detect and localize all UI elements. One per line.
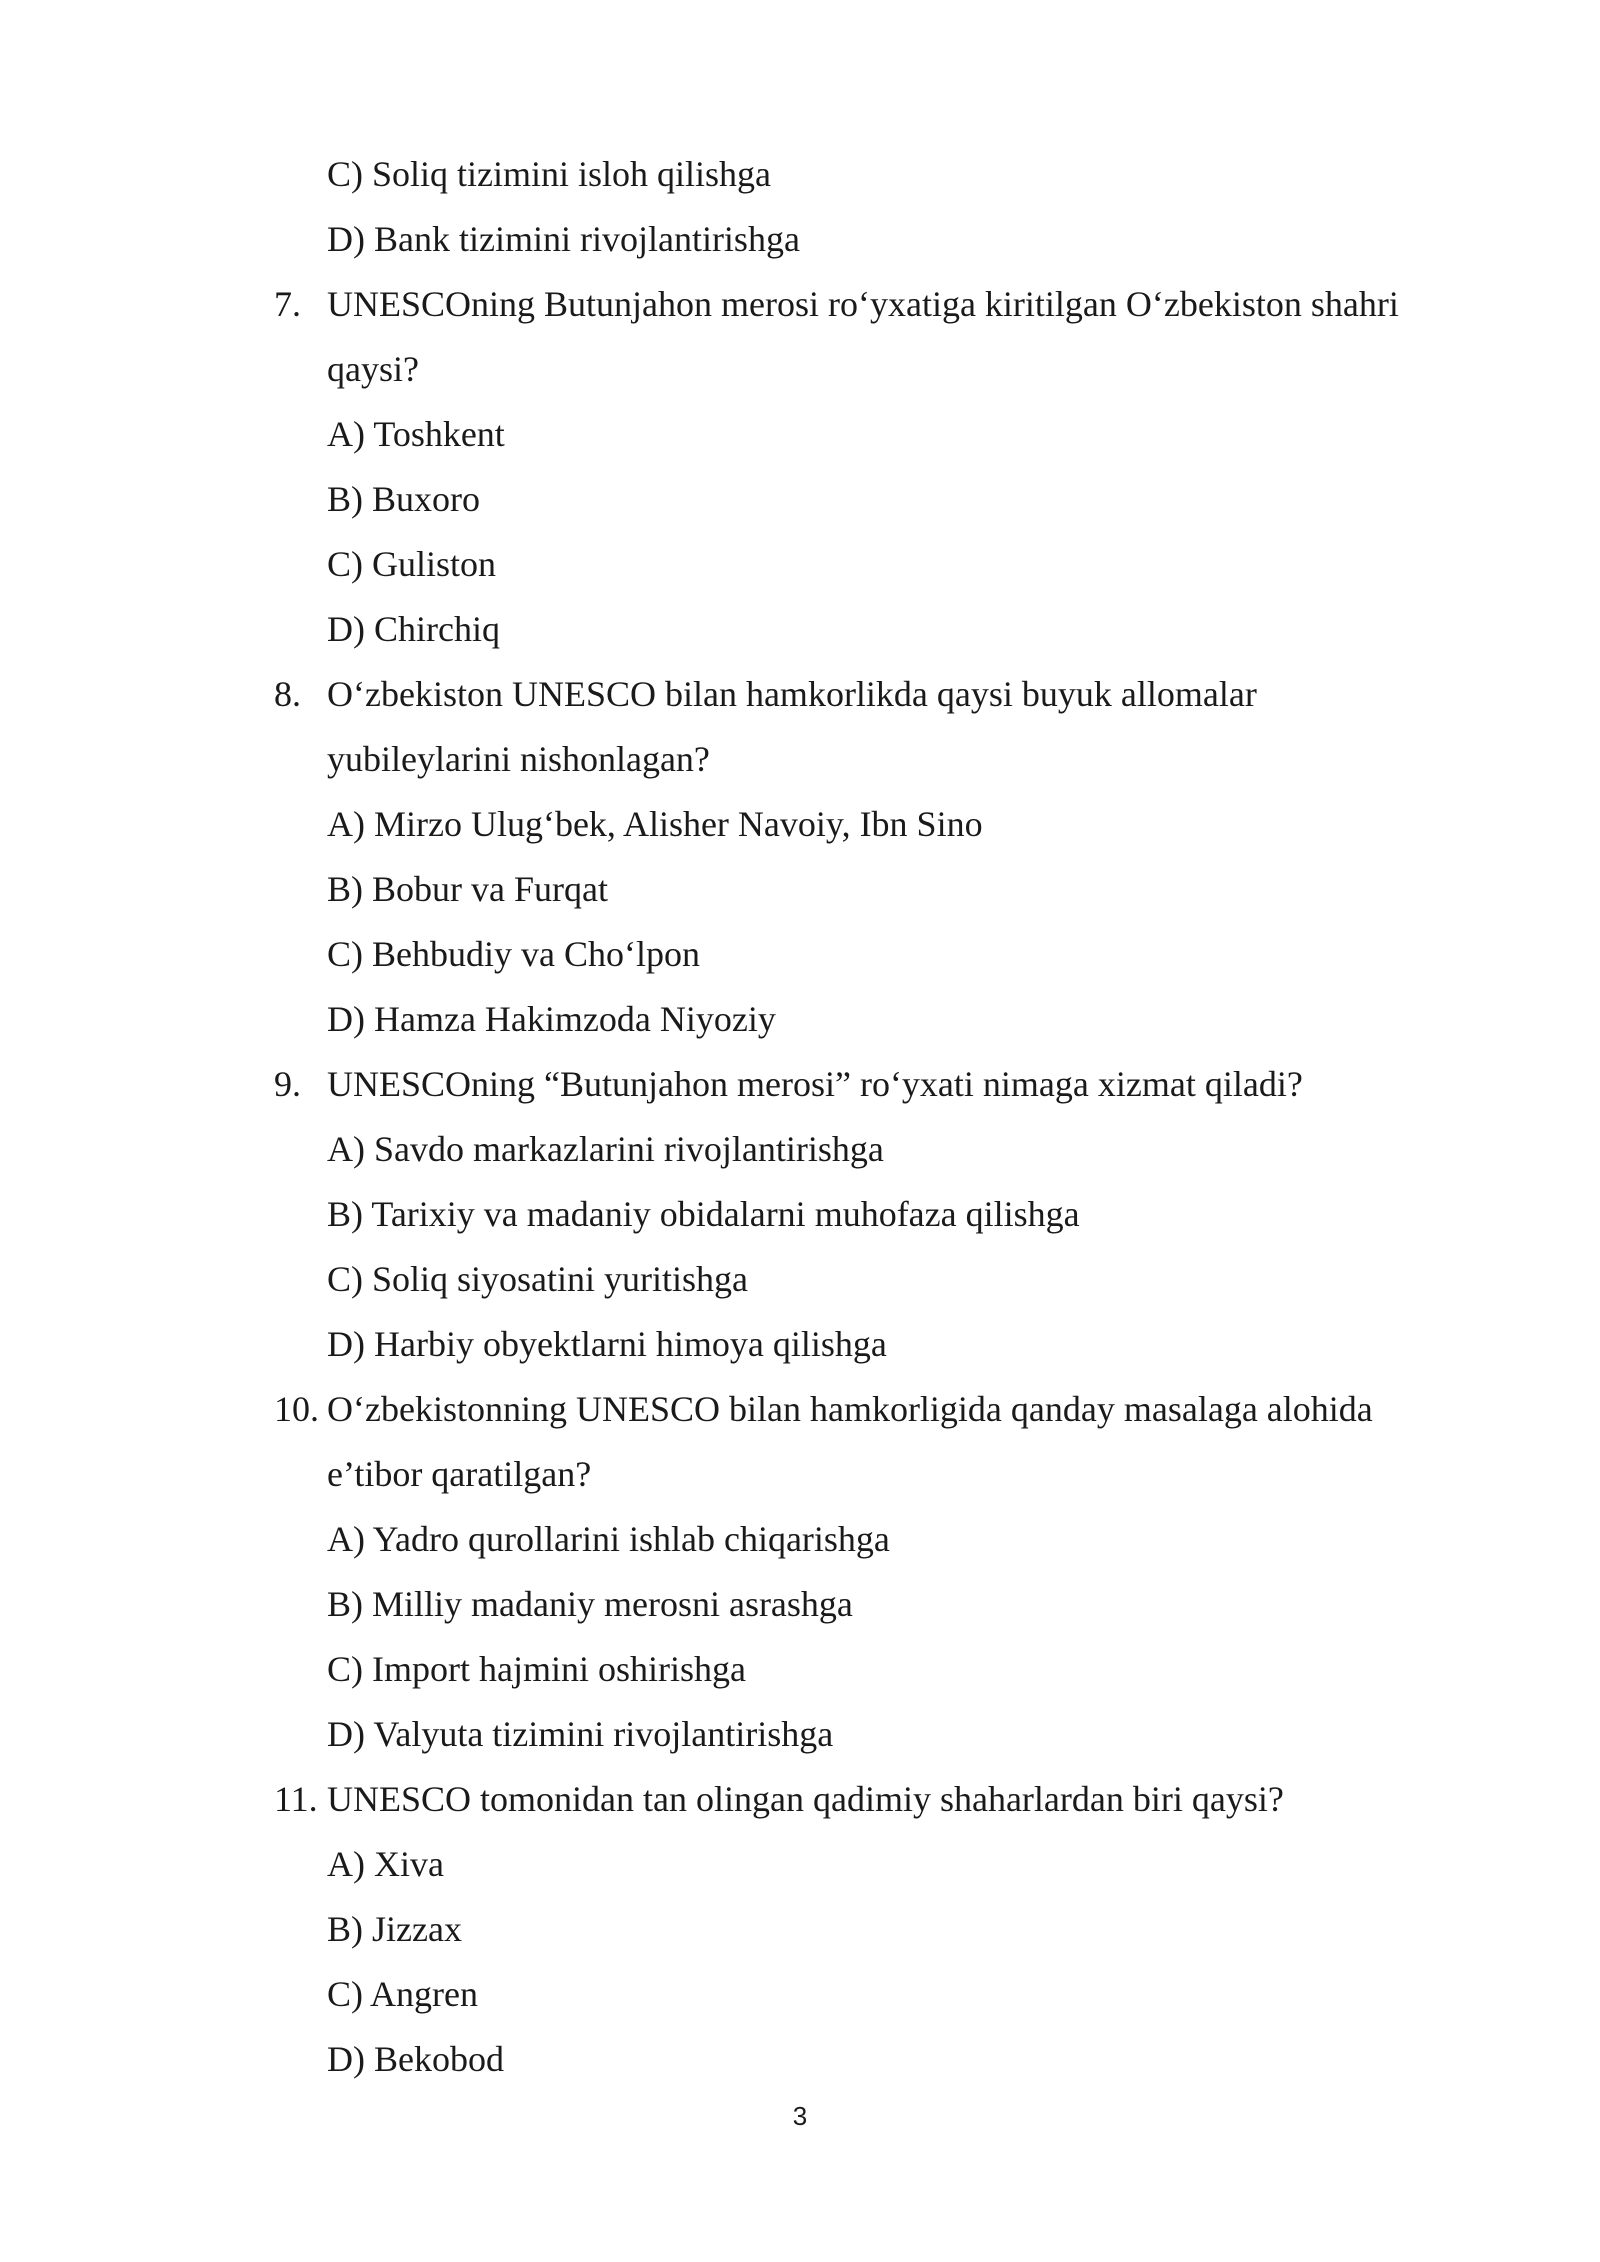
option-c: C) Soliq tizimini isloh qilishga [327, 154, 772, 194]
option-c: C) Guliston [327, 544, 497, 584]
option-c: C) Angren [327, 1974, 478, 2014]
option-c: C) Behbudiy va Cho‘lpon [327, 934, 700, 974]
question-text: UNESCOning Butunjahon merosi ro‘yxatiga kiritilgan O‘zbekiston shahri [327, 284, 1399, 324]
question-number: 7. [274, 284, 301, 324]
option-b: B) Tarixiy va madaniy obidalarni muhofaza qilishga [327, 1194, 1080, 1234]
question-text: yubileylarini nishonlagan? [327, 739, 710, 779]
option-a: A) Toshkent [327, 414, 505, 454]
page-number: 3 [792, 2101, 808, 2131]
question-text: O‘zbekistonning UNESCO bilan hamkorligida qanday masalaga alohida [327, 1389, 1373, 1429]
option-a: A) Yadro qurollarini ishlab chiqarishga [327, 1519, 890, 1559]
question-number: 10. [274, 1389, 319, 1429]
question-number: 9. [274, 1064, 301, 1104]
option-a: A) Mirzo Ulug‘bek, Alisher Navoiy, Ibn Sino [327, 804, 983, 844]
option-a: A) Xiva [327, 1844, 444, 1884]
question-text: e’tibor qaratilgan? [327, 1454, 592, 1494]
option-b: B) Buxoro [327, 479, 480, 519]
option-b: B) Bobur va Furqat [327, 869, 608, 909]
option-d: D) Hamza Hakimzoda Niyoziy [327, 999, 776, 1039]
question-text: qaysi? [327, 349, 419, 389]
question-number: 8. [274, 674, 301, 714]
option-d: D) Harbiy obyektlarni himoya qilishga [327, 1324, 887, 1364]
question-text: UNESCOning “Butunjahon merosi” ro‘yxati nimaga xizmat qiladi? [327, 1064, 1303, 1104]
option-d: D) Bekobod [327, 2039, 504, 2079]
option-c: C) Import hajmini oshirishga [327, 1649, 746, 1689]
question-text: UNESCO tomonidan tan olingan qadimiy shaharlardan biri qaysi? [327, 1779, 1284, 1819]
question-text: O‘zbekiston UNESCO bilan hamkorlikda qaysi buyuk allomalar [327, 674, 1257, 714]
option-b: B) Milliy madaniy merosni asrashga [327, 1584, 853, 1624]
option-b: B) Jizzax [327, 1909, 462, 1949]
option-c: C) Soliq siyosatini yuritishga [327, 1259, 749, 1299]
option-d: D) Valyuta tizimini rivojlantirishga [327, 1714, 834, 1754]
question-number: 11. [274, 1779, 318, 1819]
option-a: A) Savdo markazlarini rivojlantirishga [327, 1129, 884, 1169]
option-d: D) Chirchiq [327, 609, 500, 649]
option-d: D) Bank tizimini rivojlantirishga [327, 219, 800, 259]
